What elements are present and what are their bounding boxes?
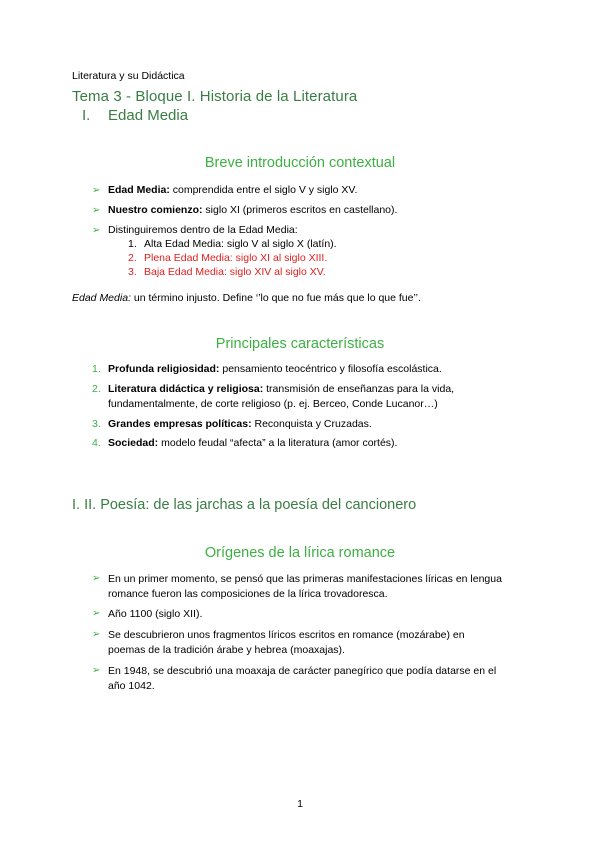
caracteristica-item-line2: fundamentalmente, de corte religioso (p. ej. Berceo, Conde Lucanor…) bbox=[108, 398, 438, 410]
poesia-section-title: I. II. Poesía: de las jarchas a la poesía del cancionero bbox=[72, 497, 417, 513]
intro-heading: Breve introducción contextual bbox=[204, 155, 396, 171]
sub-item bbox=[128, 238, 337, 250]
item-bold: Profunda religiosidad: bbox=[108, 363, 220, 375]
intro-bullet bbox=[92, 224, 298, 236]
arrow-bullet-icon: ➢ bbox=[92, 665, 101, 676]
arrow-bullet-icon: ➢ bbox=[92, 573, 101, 584]
bullet-line: año 1042. bbox=[108, 680, 155, 692]
bullet-text: siglo XI (primeros escritos en castellano). bbox=[202, 204, 398, 216]
page-number: 1 bbox=[297, 798, 303, 810]
origenes-heading: Orígenes de la lírica romance bbox=[204, 545, 396, 561]
sub-item-text: Plena Edad Media: siglo XI al siglo XIII. bbox=[144, 252, 328, 264]
item-bold: Sociedad: bbox=[108, 437, 159, 449]
origenes-bullet bbox=[108, 572, 528, 602]
section-number: I. bbox=[82, 107, 91, 124]
intro-bullet bbox=[92, 204, 397, 216]
item-text: modelo feudal “afecta” a la literatura (amor cortés). bbox=[158, 437, 398, 449]
arrow-bullet-icon: ➢ bbox=[92, 205, 101, 216]
bullet-text: comprendida entre el siglo V y siglo XV. bbox=[169, 184, 358, 196]
bullet-bold: Nuestro comienzo: bbox=[108, 204, 203, 216]
caracteristica-item bbox=[92, 383, 454, 395]
origenes-bullet bbox=[108, 607, 528, 622]
item-number: 2. bbox=[92, 383, 101, 395]
bullet-line: Año 1100 (siglo XII). bbox=[108, 608, 203, 620]
caracteristica-item bbox=[92, 363, 442, 375]
item-number: 1. bbox=[92, 363, 101, 375]
caracteristica-item bbox=[92, 437, 397, 449]
origenes-bullet bbox=[108, 628, 528, 658]
sub-item bbox=[128, 252, 327, 264]
section-title-text: Edad Media bbox=[108, 107, 189, 124]
sub-item-text: Baja Edad Media: siglo XIV al siglo XV. bbox=[144, 266, 326, 278]
item-bold: Grandes empresas políticas: bbox=[108, 418, 252, 430]
item-number: 3. bbox=[92, 418, 101, 430]
sub-item-text: Alta Edad Media: siglo V al siglo X (latín). bbox=[144, 238, 337, 250]
bullet-line: romance fueron las composiciones de la lírica trovadoresca. bbox=[108, 588, 388, 600]
intro-bullet bbox=[92, 184, 357, 196]
bullet-line: En un primer momento, se pensó que las primeras manifestaciones líricas en lengua bbox=[108, 573, 502, 585]
item-number: 4. bbox=[92, 437, 101, 449]
item-bold: Literatura didáctica y religiosa: bbox=[108, 383, 264, 395]
item-text: Reconquista y Cruzadas. bbox=[251, 418, 372, 430]
item-text: pensamiento teocéntrico y filosofía escolástica. bbox=[219, 363, 442, 375]
note-text: un término injusto. Define ‘’lo que no fue más que lo que fue’’. bbox=[130, 292, 421, 304]
sub-item bbox=[128, 266, 326, 278]
arrow-bullet-icon: ➢ bbox=[92, 629, 101, 640]
caracteristica-item bbox=[92, 418, 372, 430]
bullet-line: En 1948, se descubrió una moaxaja de carácter panegírico que podía datarse en el bbox=[108, 665, 497, 677]
bullet-line: poemas de la tradición árabe y hebrea (moaxajas). bbox=[108, 644, 345, 656]
caracteristicas-heading: Principales características bbox=[215, 336, 385, 352]
intro-note bbox=[72, 292, 421, 304]
bullet-line: Se descubrieron unos fragmentos líricos escritos en romance (mozárabe) en bbox=[108, 629, 465, 641]
arrow-bullet-icon: ➢ bbox=[92, 185, 101, 196]
arrow-bullet-icon: ➢ bbox=[92, 225, 101, 236]
sub-item-number: 2. bbox=[128, 252, 137, 264]
course-title: Literatura y su Didáctica bbox=[72, 70, 185, 82]
bullet-text: Distinguiremos dentro de la Edad Media: bbox=[108, 224, 298, 236]
section-title bbox=[82, 107, 188, 124]
note-italic: Edad Media: bbox=[72, 292, 131, 304]
origenes-bullet bbox=[108, 664, 528, 694]
sub-item-number: 3. bbox=[128, 266, 137, 278]
sub-item-number: 1. bbox=[128, 238, 137, 250]
arrow-bullet-icon: ➢ bbox=[92, 608, 101, 619]
item-text: transmisión de enseñanzas para la vida, bbox=[263, 383, 455, 395]
bullet-bold: Edad Media: bbox=[108, 184, 170, 196]
tema-title: Tema 3 - Bloque I. Historia de la Literatura bbox=[72, 88, 358, 105]
